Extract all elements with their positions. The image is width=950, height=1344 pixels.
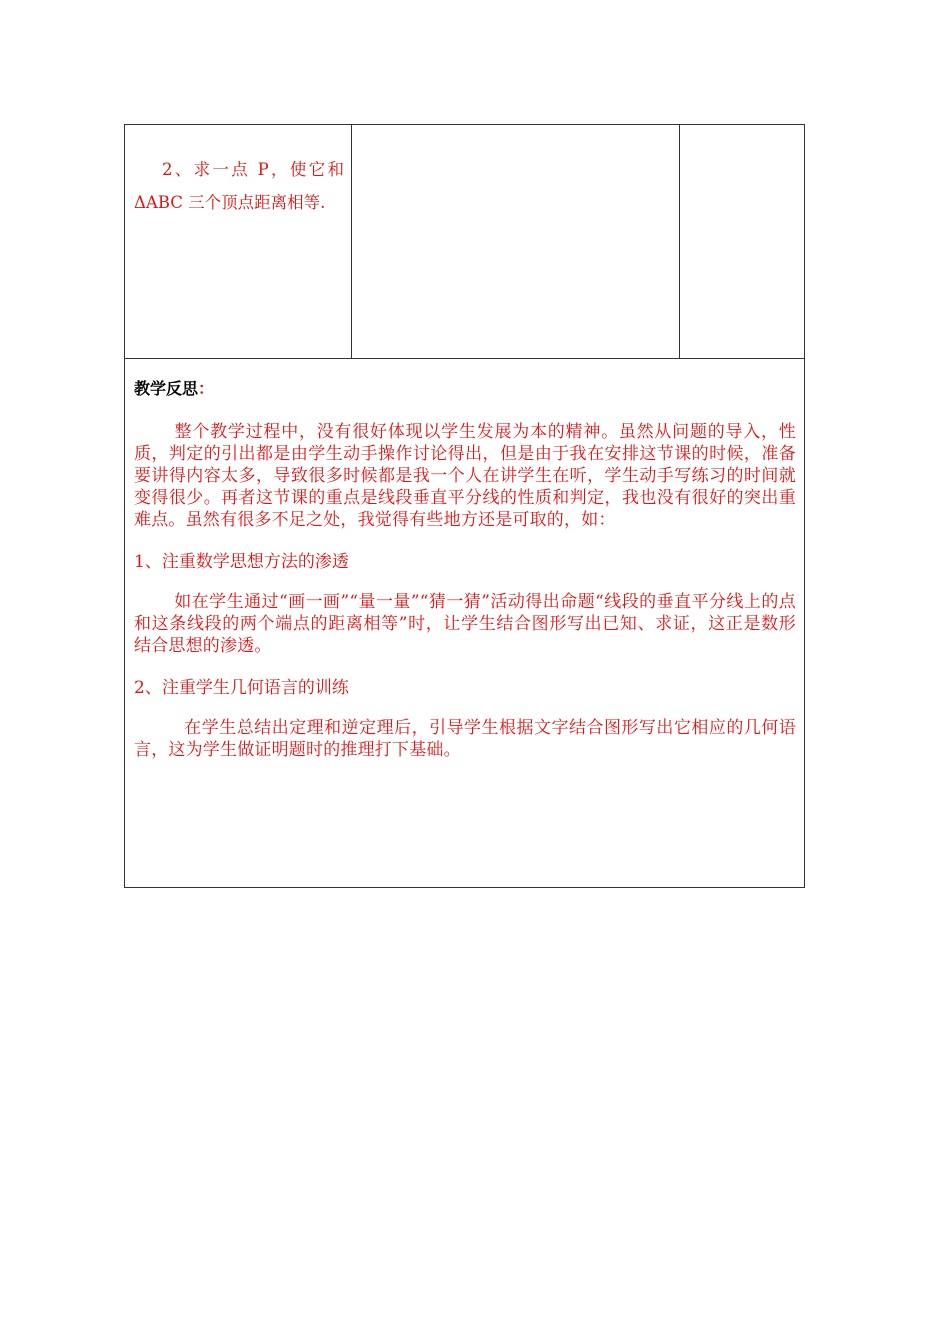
task-text — [134, 153, 344, 219]
point2-heading: 2、注重学生几何语言的训练 — [134, 678, 349, 698]
task-label: 2、求一点 P，使它和 ΔABC 三个顶点距离相等. — [134, 160, 344, 212]
table-row — [125, 125, 804, 359]
reflection-row — [125, 359, 804, 889]
reflection-paragraph-text: 整个教学过程中，没有很好体现以学生发展为本的精神。虽然从问题的导入，性质，判定的引出都是由学生动手操作讨论得出，但是由于我在安排这节课的时候，准备要讲得内容太多，导致很多时候都是我一个人在讲学生在听，学生动手写练习的时间就变得很少。再者这节课的重点是线段垂直平分线的性质和判定，我也没有很好的突出重难点。虽然有很多不足之处，我觉得有些地方还是可取的，如： — [134, 422, 796, 530]
reflection-title-colon: ： — [198, 379, 215, 398]
reflection-paragraph — [134, 421, 796, 531]
table-cell-empty-right — [680, 125, 805, 358]
point1-heading: 1、注重数学思想方法的渗透 — [134, 552, 349, 572]
table-cell-task — [125, 125, 352, 358]
lesson-table — [124, 124, 805, 888]
table-cell-empty-middle — [352, 125, 680, 358]
reflection-title-text: 教学反思 — [134, 379, 199, 398]
reflection-section — [134, 377, 796, 761]
point1-body — [134, 591, 796, 657]
point2-body — [134, 717, 796, 761]
point2-body-text: 在学生总结出定理和逆定理后，引导学生根据文字结合图形写出它相应的几何语言，这为学生做证明题时的推理打下基础。 — [134, 718, 796, 760]
point1-body-text: 如在学生通过“画一画”“量一量”“猜一猜”活动得出命题“线段的垂直平分线上的点和这条线段的两个端点的距离相等”时，让学生结合图形写出已知、求证，这正是数形结合思想的渗透。 — [134, 592, 796, 656]
reflection-title — [134, 377, 796, 401]
